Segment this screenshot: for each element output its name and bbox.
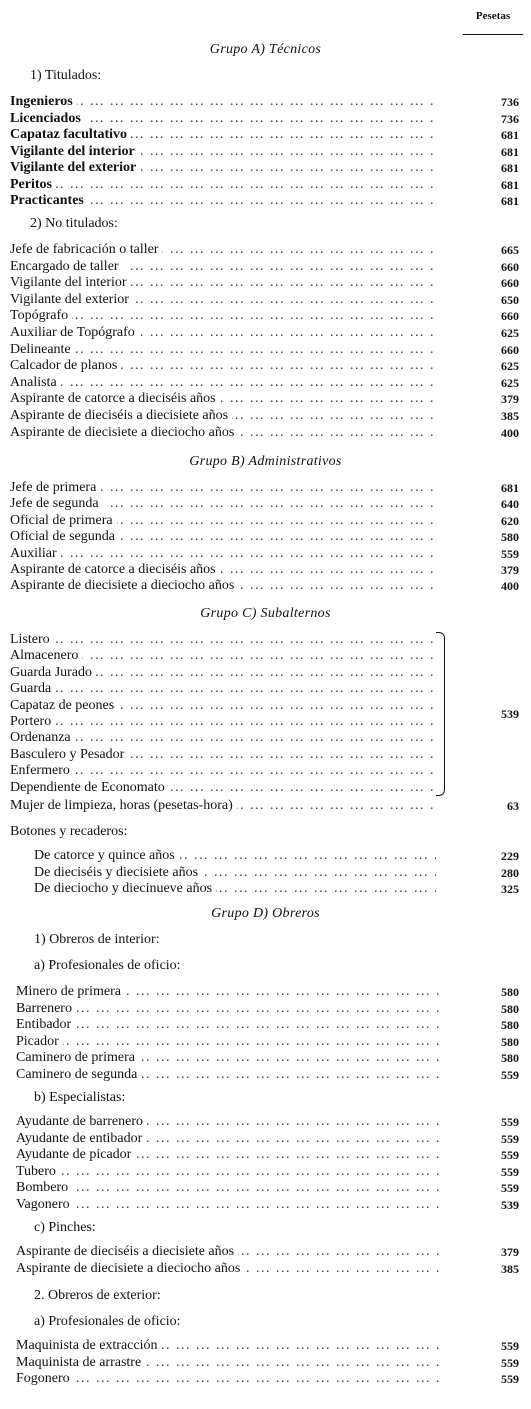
row-label: Guarda	[10, 681, 55, 697]
row-label: Jefe de primera	[10, 480, 100, 496]
row-value: 539	[501, 1197, 519, 1212]
administrativos-row	[10, 578, 436, 594]
row-label: Encargado de taller	[10, 259, 123, 275]
profesionales-exterior-heading: a) Profesionales de oficio:	[34, 1314, 181, 1329]
group-a-titulados-heading: 1) Titulados:	[30, 68, 102, 83]
botones-row	[34, 881, 436, 897]
no-titulados-row	[10, 292, 436, 308]
mujer-limpieza-row	[10, 798, 436, 814]
row-value: 559	[501, 1115, 519, 1129]
row-value: 650	[501, 292, 519, 307]
row-label: Auxiliar de Topógrafo	[10, 325, 139, 341]
row-value: 229	[501, 849, 519, 863]
row-label: Ordenanza	[10, 730, 75, 746]
titulados-row	[10, 111, 436, 127]
row-value: 640	[501, 497, 519, 512]
no-titulados-row	[10, 425, 436, 441]
row-label: Oficial de segunda	[10, 529, 119, 545]
row-label: Capataz facultativo	[10, 127, 131, 143]
especialistas-row	[16, 1147, 440, 1163]
row-label: Mujer de limpieza, horas (pesetas-hora)	[10, 798, 237, 814]
row-label: Ayudante de picador	[16, 1147, 135, 1163]
row-value: 580	[501, 1018, 519, 1032]
no-titulados-row	[10, 325, 436, 341]
leader-dots	[10, 177, 436, 193]
titulados-row	[10, 127, 436, 143]
row-value: 681	[501, 144, 519, 159]
row-value: 580	[501, 1051, 519, 1065]
row-label: Jefe de segunda	[10, 496, 103, 512]
subalternos-row	[10, 730, 434, 746]
administrativos-row	[10, 546, 436, 562]
column-header-pesetas: Pesetas	[475, 10, 511, 22]
row-value: 559	[501, 1355, 519, 1370]
row-value: 559	[501, 1067, 519, 1082]
row-label: Tubero	[16, 1164, 60, 1180]
profesionales-row	[16, 1017, 440, 1033]
row-value: 559	[501, 546, 519, 561]
row-label: Minero de primera	[16, 984, 125, 1000]
profesionales-row	[16, 1001, 440, 1017]
row-label: Aspirante de diecisiete a dieciocho años	[10, 578, 238, 594]
row-value: 660	[501, 276, 519, 291]
no-titulados-row	[10, 242, 436, 258]
row-value: 280	[501, 865, 519, 880]
row-label: Enfermero	[10, 763, 74, 779]
row-label: Almacenero	[10, 648, 82, 664]
obreros-exterior-heading: 2. Obreros de exterior:	[34, 1288, 161, 1303]
leader-dots	[10, 681, 434, 697]
row-label: Licenciados	[10, 111, 85, 127]
leader-dots	[16, 1017, 440, 1033]
bracket-value: 539	[501, 707, 519, 721]
row-label: Listero	[10, 632, 54, 648]
administrativos-row	[10, 480, 436, 496]
row-label: Capataz de peones	[10, 698, 118, 714]
no-titulados-row	[10, 408, 436, 424]
row-value: 625	[501, 359, 519, 374]
row-label: Vigilante del interior	[10, 144, 139, 160]
row-label: Vigilante del interior	[10, 275, 131, 291]
no-titulados-row	[10, 275, 436, 291]
row-value: 559	[501, 1164, 519, 1179]
titulados-row	[10, 94, 436, 110]
row-label: De dieciocho y diecinueve años	[34, 881, 216, 897]
row-label: Dependiente de Economato	[10, 780, 169, 796]
row-value: 681	[501, 128, 519, 142]
row-label: De dieciséis y diecisiete años	[34, 865, 202, 881]
row-value: 681	[501, 481, 519, 495]
pinches-row	[16, 1244, 440, 1260]
row-label: Bombero	[16, 1180, 72, 1196]
row-label: Jefe de fabricación o taller	[10, 242, 162, 258]
subalternos-row	[10, 780, 434, 796]
row-value: 625	[501, 326, 519, 340]
row-value: 379	[501, 392, 519, 407]
row-value: 580	[501, 530, 519, 545]
row-label: Basculero y Pesador	[10, 747, 128, 763]
titulados-row	[10, 177, 436, 193]
titulados-row	[10, 160, 436, 176]
row-label: Practicantes	[10, 193, 88, 209]
leader-dots	[16, 1371, 440, 1387]
especialistas-heading: b) Especialistas:	[34, 1090, 126, 1105]
row-label: Maquinista de extracción	[16, 1338, 162, 1354]
row-label: Vigilante del exterior	[10, 160, 140, 176]
row-value: 681	[501, 177, 519, 192]
profesionales-row	[16, 1050, 440, 1066]
row-label: Aspirante de catorce a dieciséis años	[10, 562, 220, 578]
row-label: Fogonero	[16, 1371, 74, 1387]
row-label: Topógrafo	[10, 308, 72, 324]
especialistas-row	[16, 1197, 440, 1213]
row-label: Aspirante de dieciséis a diecisiete años	[10, 408, 232, 424]
profesionales-exterior-row	[16, 1338, 440, 1354]
profesionales-row	[16, 984, 440, 1000]
row-label: Aspirante de dieciséis a diecisiete años	[16, 1244, 238, 1260]
row-label: Peritos	[10, 177, 56, 193]
profesionales-exterior-row	[16, 1355, 440, 1371]
leader-dots	[16, 1034, 440, 1050]
row-value: 681	[501, 161, 519, 175]
administrativos-row	[10, 513, 436, 529]
row-label: Aspirante de diecisiete a dieciocho años	[16, 1261, 244, 1277]
row-label: Picador	[16, 1034, 63, 1050]
row-label: Portero	[10, 714, 55, 730]
profesionales-row	[16, 1034, 440, 1050]
row-label: Aspirante de diecisiete a dieciocho años	[10, 425, 238, 441]
no-titulados-row	[10, 259, 436, 275]
group-d-title: Grupo D) Obreros	[211, 906, 320, 921]
pinches-row	[16, 1261, 440, 1277]
titulados-row	[10, 144, 436, 160]
row-label: Oficial de primera	[10, 513, 117, 529]
row-label: De catorce y quince años	[34, 848, 179, 864]
leader-dots	[10, 632, 434, 648]
row-value: 559	[501, 1131, 519, 1146]
row-label: Guarda Jurado	[10, 665, 96, 681]
subalternos-row	[10, 665, 434, 681]
row-value: 665	[501, 243, 519, 257]
row-label: Caminero de primera	[16, 1050, 139, 1066]
administrativos-row	[10, 496, 436, 512]
row-label: Delineante	[10, 342, 75, 358]
row-label: Calcador de planos	[10, 358, 121, 374]
subalternos-row	[10, 648, 434, 664]
especialistas-row	[16, 1131, 440, 1147]
row-value: 559	[501, 1148, 519, 1162]
botones-row	[34, 848, 436, 864]
profesionales-heading: a) Profesionales de oficio:	[34, 958, 181, 973]
row-value: 625	[501, 375, 519, 390]
subalternos-row	[10, 763, 434, 779]
row-value: 580	[501, 985, 519, 999]
especialistas-row	[16, 1180, 440, 1196]
no-titulados-row	[10, 375, 436, 391]
leader-dots	[10, 308, 436, 324]
row-value: 325	[501, 882, 519, 896]
subalternos-row	[10, 747, 434, 763]
row-value: 63	[507, 799, 519, 813]
leader-dots	[10, 375, 436, 391]
row-value: 379	[501, 563, 519, 577]
row-value: 379	[501, 1245, 519, 1259]
leader-dots	[10, 546, 436, 562]
botones-heading: Botones y recaderos:	[10, 824, 128, 839]
no-titulados-row	[10, 308, 436, 324]
row-label: Aspirante de catorce a dieciséis años	[10, 391, 220, 407]
row-value: 559	[501, 1372, 519, 1386]
group-b-title: Grupo B) Administrativos	[189, 454, 342, 469]
group-a-no-titulados-heading: 2) No titulados:	[30, 216, 118, 231]
row-value: 660	[501, 342, 519, 357]
row-value: 736	[501, 95, 519, 109]
row-label: Auxiliar	[10, 546, 61, 562]
leader-dots	[10, 714, 434, 730]
titulados-row	[10, 193, 436, 209]
row-value: 660	[501, 309, 519, 324]
row-value: 400	[501, 425, 519, 440]
leader-dots	[16, 1164, 440, 1180]
subalternos-row	[10, 681, 434, 697]
no-titulados-row	[10, 342, 436, 358]
row-label: Entibador	[16, 1017, 75, 1033]
administrativos-row	[10, 562, 436, 578]
column-header-rule	[463, 34, 523, 35]
row-value: 559	[501, 1181, 519, 1195]
obreros-interior-heading: 1) Obreros de interior:	[34, 932, 160, 947]
subalternos-row	[10, 714, 434, 730]
row-value: 736	[501, 111, 519, 126]
row-value: 580	[501, 1001, 519, 1016]
especialistas-row	[16, 1114, 440, 1130]
row-label: Ingenieros	[10, 94, 77, 110]
group-a-title: Grupo A) Técnicos	[209, 42, 322, 57]
row-value: 385	[501, 409, 519, 423]
row-value: 580	[501, 1034, 519, 1049]
group-c-title: Grupo C) Subalternos	[200, 606, 331, 621]
row-value: 660	[501, 259, 519, 274]
subalternos-row	[10, 632, 434, 648]
row-label: Barrenero	[16, 1001, 76, 1017]
row-value: 620	[501, 513, 519, 528]
row-label: Caminero de segunda	[16, 1067, 141, 1083]
no-titulados-row	[10, 391, 436, 407]
administrativos-row	[10, 529, 436, 545]
leader-dots	[16, 1001, 440, 1017]
leader-dots	[16, 1180, 440, 1196]
botones-row	[34, 865, 436, 881]
row-value: 400	[501, 579, 519, 594]
leader-dots	[16, 1197, 440, 1213]
row-value: 385	[501, 1261, 519, 1276]
row-label: Analista	[10, 375, 61, 391]
profesionales-exterior-row	[16, 1371, 440, 1387]
pinches-heading: c) Pinches:	[34, 1220, 96, 1235]
row-value: 559	[501, 1339, 519, 1353]
row-label: Ayudante de entibador	[16, 1131, 146, 1147]
row-label: Vagonero	[16, 1197, 74, 1213]
row-value: 681	[501, 194, 519, 208]
row-label: Vigilante del exterior	[10, 292, 133, 308]
brace-bracket	[436, 632, 445, 796]
row-label: Ayudante de barrenero	[16, 1114, 147, 1130]
especialistas-row	[16, 1164, 440, 1180]
profesionales-row	[16, 1067, 440, 1083]
no-titulados-row	[10, 358, 436, 374]
subalternos-row	[10, 698, 434, 714]
row-label: Maquinista de arrastre	[16, 1355, 145, 1371]
